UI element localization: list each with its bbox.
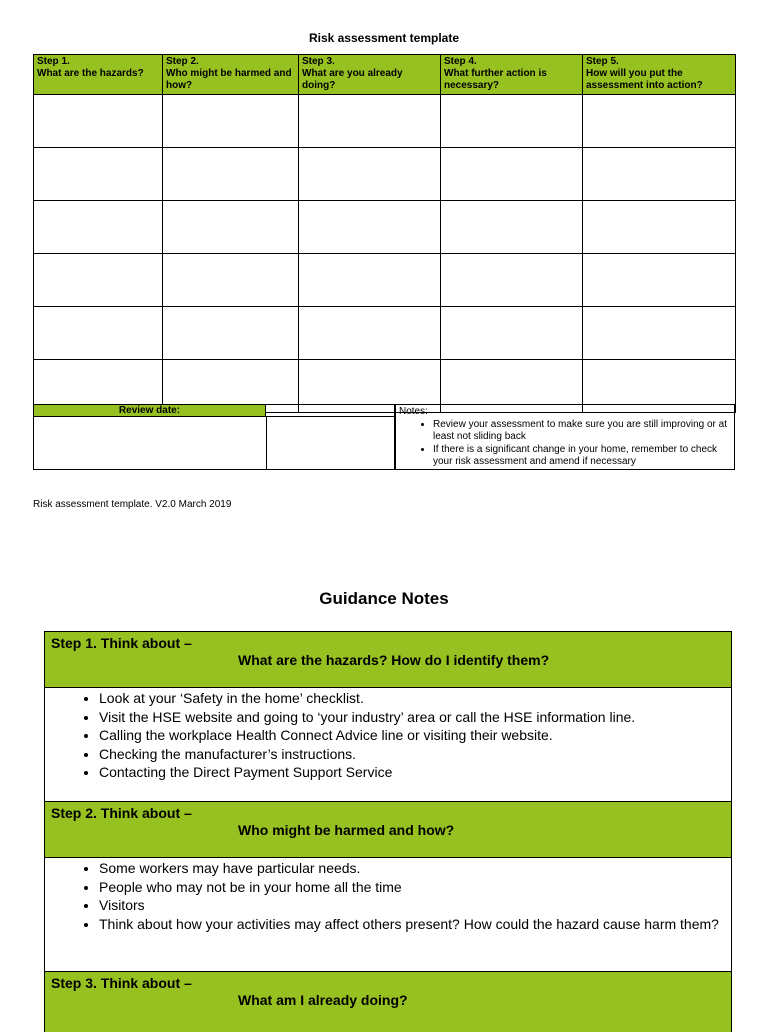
table-cell[interactable] (583, 95, 736, 148)
guidance-step-label: Step 2. Think about – (51, 805, 192, 821)
table-row (34, 307, 736, 360)
list-item: • Look at your ‘Safety in the home’ checklist. (99, 689, 723, 708)
table-cell[interactable] (34, 148, 163, 201)
table-cell[interactable] (441, 148, 583, 201)
notes-list (399, 419, 731, 469)
header-step-3: Step 3. What are you already doing? (299, 55, 441, 95)
guidance-title: Guidance Notes (319, 589, 449, 608)
review-date-field-secondary[interactable] (266, 417, 395, 470)
table-cell[interactable] (163, 201, 299, 254)
table-cell[interactable] (299, 201, 441, 254)
guidance-step-1-body (45, 688, 731, 802)
guidance-table (44, 631, 732, 1032)
page-title: Risk assessment template (308, 31, 460, 45)
header-step-1: Step 1. What are the hazards? (34, 55, 163, 95)
guidance-step-2-body (45, 858, 731, 972)
list-item: • Visit the HSE website and going to ‘your industry’ area or call the HSE information line. (99, 708, 723, 727)
table-header-row (34, 55, 736, 95)
table-row (34, 95, 736, 148)
table-row (34, 148, 736, 201)
notes-item: • Review your assessment to make sure you are still improving or at least not sliding back (433, 419, 731, 444)
list-item: • Visitors (99, 896, 723, 915)
list-item: • Think about how your activities may affect others present? How could the hazard cause harm them? (99, 915, 723, 934)
table-cell[interactable] (34, 307, 163, 360)
guidance-step-1-header (45, 632, 731, 688)
table-cell[interactable] (34, 201, 163, 254)
table-cell[interactable] (163, 254, 299, 307)
list-item: • Contacting the Direct Payment Support Service (99, 763, 723, 782)
guidance-step-question: Who might be harmed and how? (238, 822, 455, 838)
table-cell[interactable] (441, 95, 583, 148)
guidance-step-question: What are the hazards? How do I identify them? (238, 652, 550, 668)
table-cell[interactable] (299, 254, 441, 307)
list-item: • Checking the manufacturer’s instructions. (99, 745, 723, 764)
guidance-step-label: Step 1. Think about – (51, 635, 192, 651)
list-item: • Some workers may have particular needs. (99, 859, 723, 878)
list-item: • People who may not be in your home all the time (99, 878, 723, 897)
table-cell[interactable] (299, 307, 441, 360)
table-cell[interactable] (299, 95, 441, 148)
table-cell[interactable] (163, 148, 299, 201)
review-section (33, 404, 735, 470)
guidance-step-2-header (45, 802, 731, 858)
table-cell[interactable] (583, 201, 736, 254)
guidance-step-3-header (45, 972, 731, 1032)
review-date-label: Review date: (33, 404, 266, 417)
notes-box (395, 404, 735, 470)
table-cell[interactable] (163, 307, 299, 360)
guidance-step-label: Step 3. Think about – (51, 975, 192, 991)
header-step-2: Step 2. Who might be harmed and how? (163, 55, 299, 95)
table-cell[interactable] (583, 254, 736, 307)
header-step-5: Step 5. How will you put the assessment into action? (583, 55, 736, 95)
guidance-step-question: What am I already doing? (238, 992, 408, 1008)
table-cell[interactable] (441, 307, 583, 360)
table-cell[interactable] (299, 148, 441, 201)
table-row (34, 201, 736, 254)
review-date-field-top[interactable] (266, 404, 395, 417)
list-item: • Calling the workplace Health Connect Advice line or visiting their website. (99, 726, 723, 745)
risk-assessment-table (33, 54, 736, 413)
header-step-4: Step 4. What further action is necessary? (441, 55, 583, 95)
table-cell[interactable] (583, 307, 736, 360)
table-cell[interactable] (34, 254, 163, 307)
table-cell[interactable] (441, 254, 583, 307)
table-cell[interactable] (583, 148, 736, 201)
table-cell[interactable] (163, 95, 299, 148)
table-row (34, 254, 736, 307)
notes-item: • If there is a significant change in your home, remember to check your risk assessment and amend if necessary (433, 444, 731, 469)
notes-label: Notes: (399, 406, 428, 417)
table-cell[interactable] (441, 201, 583, 254)
version-footer: Risk assessment template. V2.0 March 2019 (33, 499, 232, 510)
table-cell[interactable] (34, 95, 163, 148)
review-date-field[interactable] (33, 417, 267, 470)
